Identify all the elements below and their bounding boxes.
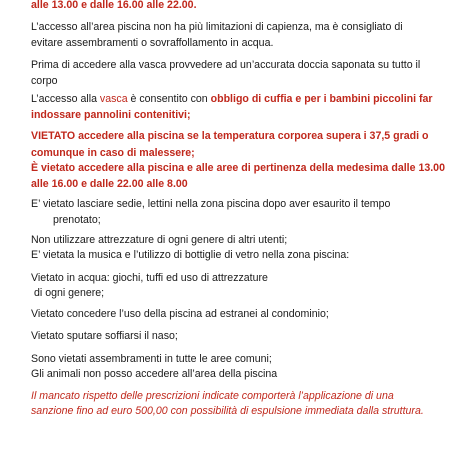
equipment-rule-line1: Non utilizzare attrezzature di ogni genere di altri utenti; (31, 234, 288, 246)
temperature-rule-line1: VIETATO accedere alla piscina se la temperatura corporea supera i 37,5 gradi o (31, 130, 429, 142)
pool-access-rule-line2: indossare pannolini contenitivi; (31, 109, 191, 121)
shower-rule-line1: Prima di accedere alla vasca provvedere ad un’accurata doccia saponata su tutto il (31, 59, 421, 71)
games-rule-line1: Vietato in acqua: giochi, tuffi ed uso di attrezzature (31, 272, 268, 284)
gatherings-rule-line1: Sono vietati assembramenti in tutte le aree comuni; (31, 353, 272, 365)
pool-access-cap-requirement: obbligo di cuffia e per i bambini piccolini far (210, 93, 433, 105)
games-rule-line2: di ogni genere; (34, 287, 105, 299)
pool-access-vasca: vasca (99, 93, 128, 105)
pool-access-rule-line1 (31, 91, 436, 107)
chairs-rule-line1: E’ vietato lasciare sedie, lettini nella zona piscina dopo aver esaurito il tempo (31, 198, 391, 210)
chairs-rule-line2: prenotato; (53, 214, 101, 226)
shower-rule-line2: corpo (31, 75, 58, 87)
temperature-rule-line2: comunque in caso di malessere; (31, 147, 195, 159)
equipment-rule-line2: E’ vietata la musica e l’utilizzo di bottiglie di vetro nella zona piscina: (31, 249, 350, 261)
capacity-rule-line1: L’accesso all’area piscina non ha più limitazioni di capienza, ma è consigliato di (31, 21, 403, 33)
spitting-rule: Vietato sputare soffiarsi il naso; (31, 330, 178, 342)
strangers-rule: Vietato concedere l’uso della piscina ad estranei al condominio; (31, 308, 329, 320)
hours-rule-line2: alle 16.00 e dalle 22.00 alle 8.00 (31, 178, 188, 190)
capacity-rule-line2: evitare assembramenti o sovraffollamento in acqua. (31, 37, 274, 49)
hours-rule-line1: È vietato accedere alla piscina e alle aree di pertinenza della medesima dalle 13.00 (31, 162, 445, 174)
sanction-notice-line2: sanzione fino ad euro 500,00 con possibilità di espulsione immediata dalla struttura. (31, 405, 424, 417)
pool-access-allowed: è consentito con (127, 93, 211, 105)
opening-hours-fragment: alle 13.00 e dalle 16.00 alle 22.00. (31, 0, 197, 11)
sanction-notice-line1: Il mancato rispetto delle prescrizioni indicate comporterà l’applicazione di una (31, 390, 394, 402)
gatherings-rule-line2: Gli animali non posso accedere all’area della piscina (31, 368, 278, 380)
pool-access-intro: L’accesso alla (31, 93, 100, 105)
